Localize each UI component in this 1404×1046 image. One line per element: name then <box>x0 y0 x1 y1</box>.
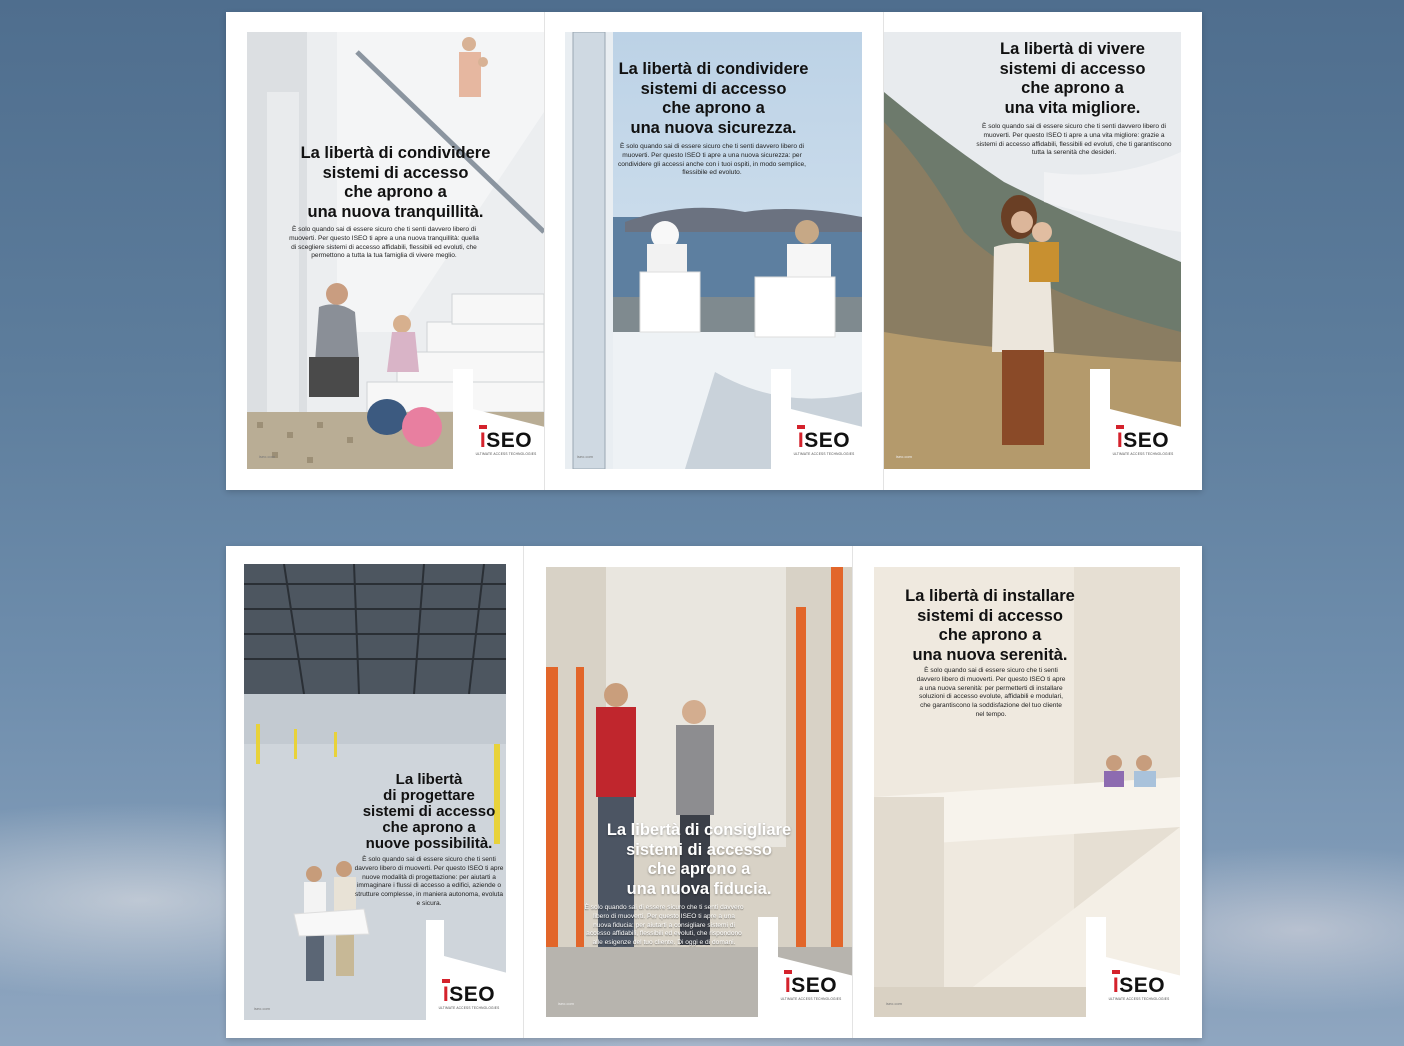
headline-line: che aprono a <box>662 99 765 117</box>
headline-line: sistemi di accesso <box>322 163 469 182</box>
headline <box>546 821 852 899</box>
iseo-logo: ISEO ULTIMATE ACCESS TECHNOLOGIES <box>793 429 855 456</box>
iseo-logo: ISEO ULTIMATE ACCESS TECHNOLOGIES <box>1108 974 1170 1001</box>
body-copy: È solo quando sai di essere sicuro che ti senti davvero libero di muoverti. Per questo ISEO ti apre a una vita migliore: grazie a sistemi di accesso affidabili, flessibili ed evoluti, che ti garantiscono tutta la serenità che desideri. <box>976 123 1172 157</box>
iseo-logo: ISEO ULTIMATE ACCESS TECHNOLOGIES <box>475 429 537 456</box>
ad-panel-hardware-store <box>546 567 852 1017</box>
headline <box>334 772 506 852</box>
website-label: iseo.com <box>577 454 594 459</box>
headline-line: che aprono a <box>382 819 476 836</box>
body-copy: È solo quando sai di essere sicuro che ti senti davvero libero di muoverti. Per questo ISEO ti apre a una nuova tranquillità: quella di scegliere sistemi di accesso affidabili, flessibili ed evoluti, che permettono a tutta la tua famiglia di vivere meglio. <box>289 226 479 260</box>
website-label: iseo.com <box>886 1001 903 1006</box>
brochure-top <box>226 12 1202 490</box>
body-copy: È solo quando sai di essere sicuro che ti senti davvero libero di muoverti. Per questo ISEO ti apre a una nuova serenità: per permetterti di installare soluzioni di accesso evolute, affidabili e modulari, che garantiscono la soddisfazione del tuo cliente nel tempo. <box>916 667 1066 718</box>
headline-line: nuove possibilità. <box>365 835 493 852</box>
ad-panel-terrace-sea <box>565 32 862 469</box>
headline-line: che aprono a <box>344 183 447 201</box>
website-label: iseo.com <box>896 454 913 459</box>
headline-line: sistemi di accesso <box>999 59 1146 78</box>
headline <box>874 587 1106 665</box>
headline-line: che aprono a <box>1021 79 1124 97</box>
brochure-bottom <box>226 546 1202 1038</box>
headline <box>565 60 862 138</box>
headline <box>924 40 1181 118</box>
headline-line: La libertà di vivere <box>1000 40 1145 58</box>
website-label: iseo.com <box>254 1006 271 1011</box>
fold-line <box>544 12 545 490</box>
keyhole-shape <box>758 917 852 1017</box>
fold-line <box>523 546 524 1038</box>
ad-panel-mountain-mother <box>884 32 1181 469</box>
iseo-logo: ISEO ULTIMATE ACCESS TECHNOLOGIES <box>1112 429 1174 456</box>
iseo-logo: ISEO ULTIMATE ACCESS TECHNOLOGIES <box>780 974 842 1001</box>
ad-panel-warehouse <box>244 564 506 1020</box>
headline-line: La libertà di condividere <box>300 144 491 162</box>
website-label: iseo.com <box>558 1001 575 1006</box>
headline-line: sistemi di accesso <box>362 803 496 820</box>
headline-line: una nuova sicurezza. <box>630 118 797 137</box>
headline-line: sistemi di accesso <box>640 79 787 98</box>
body-copy: È solo quando sai di essere sicuro che ti senti davvero libero di muoverti. Per questo ISEO ti apre a una nuova sicurezza: per condividere gli accessi anche con i tuoi ospiti, in modo semplice, flessibile ed evoluto. <box>617 143 807 177</box>
fold-line <box>852 546 853 1038</box>
headline-line: una nuova tranquillità. <box>307 202 484 221</box>
headline <box>247 144 544 222</box>
headline-line: sistemi di accesso <box>626 840 772 859</box>
headline-line: che aprono a <box>647 860 751 878</box>
headline-line: sistemi di accesso <box>917 606 1063 625</box>
body-copy: È solo quando sai di essere sicuro che ti senti davvero libero di muoverti. Per questo ISEO ti apre a una nuova fiducia: per aiutarti a consigliare sistemi di accesso affidabili, flessibili ed evoluti, che rispondono alle esigenze del tuo cliente. Di oggi e di domani. <box>584 904 744 947</box>
headline-line: La libertà di consigliare <box>606 821 792 839</box>
iseo-logo: ISEO ULTIMATE ACCESS TECHNOLOGIES <box>438 983 500 1010</box>
headline-line: una vita migliore. <box>1004 98 1141 117</box>
headline-line: una nuova fiducia. <box>626 879 772 898</box>
headline-line: La libertà <box>395 771 463 788</box>
keyhole-shape <box>1086 917 1180 1017</box>
website-label: iseo.com <box>259 454 276 459</box>
headline-line: La libertà di installare <box>905 587 1075 605</box>
headline-line: di progettare <box>383 787 475 804</box>
ad-panel-family-stairs <box>247 32 544 469</box>
ad-panel-interior-stairwell <box>874 567 1180 1017</box>
headline-line: La libertà di condividere <box>618 60 809 78</box>
body-copy: È solo quando sai di essere sicuro che ti senti davvero libero di muoverti. Per questo ISEO ti apre nuove modalità di progettazione: per aiutarti a immaginare i flussi di accesso a edifici, aziende o strutture complesse, in maniera autonoma, evoluta e sicura. <box>354 856 504 907</box>
headline-line: una nuova serenità. <box>912 645 1068 664</box>
headline-line: che aprono a <box>938 626 1042 644</box>
